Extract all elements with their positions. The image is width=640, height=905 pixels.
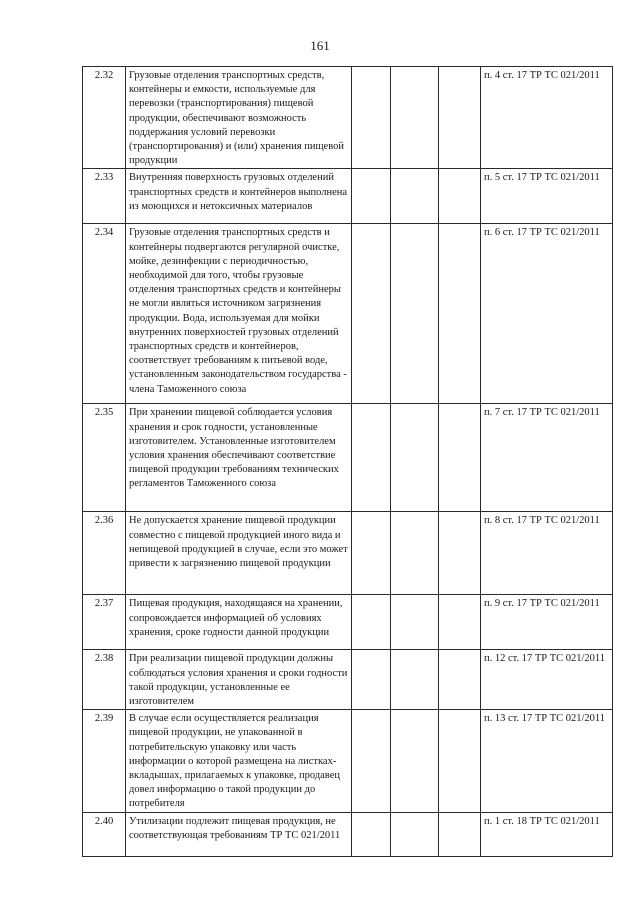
check-cell-no — [391, 812, 439, 856]
check-cell-na — [439, 812, 481, 856]
check-cell-no — [391, 710, 439, 812]
reference-text: п. 4 ст. 17 ТР ТС 021/2011 — [484, 70, 600, 81]
row-number: 2.33 — [83, 169, 126, 224]
row-number: 2.34 — [83, 224, 126, 404]
check-cell-no — [391, 650, 439, 710]
check-cell-no — [391, 595, 439, 650]
reference-text: п. 5 ст. 17 ТР ТС 021/2011 — [484, 172, 600, 184]
table-row — [83, 512, 613, 595]
table-row — [83, 710, 613, 812]
requirement-text: Грузовые отделения транспортных средств, контейнеры и емкости, используемые для перевозки (транспортирования) пищевой продукции, обеспечивают возможность поддержания условий перевозки (транспортирования) и (или) хранения пищевой продукции — [126, 67, 352, 169]
table-row — [83, 595, 613, 650]
row-number: 2.38 — [83, 650, 126, 710]
check-cell-no — [391, 67, 439, 169]
row-number: 2.37 — [83, 595, 126, 650]
check-cell-yes — [352, 404, 391, 512]
check-cell-na — [439, 595, 481, 650]
table-row — [83, 224, 613, 404]
legal-reference — [481, 224, 613, 404]
check-cell-yes — [352, 595, 391, 650]
check-cell-na — [439, 710, 481, 812]
requirement-text: При реализации пищевой продукции должны соблюдаться условия хранения и сроки годности такой продукции, установленные ее изготовителем — [126, 650, 352, 710]
check-cell-no — [391, 169, 439, 224]
requirement-text: В случае если осуществляется реализация пищевой продукции, не упакованной в потребительскую упаковку или часть информации о которой размещена на листках-вкладышах, прилагаемых к упаковке, продавец довел информацию о такой продукции до потребителя — [126, 710, 352, 812]
legal-reference — [481, 812, 613, 856]
requirement-text: Не допускается хранение пищевой продукции совместно с пищевой продукцией иного вида и непищевой продукцией в случае, если это может привести к загрязнению пищевой продукции — [126, 512, 352, 595]
check-cell-yes — [352, 512, 391, 595]
check-cell-na — [439, 169, 481, 224]
row-number: 2.40 — [83, 812, 126, 856]
reference-text: п. 1 ст. 18 ТР ТС 021/2011 — [484, 815, 600, 827]
reference-text: п. 13 ст. 17 ТР ТС 021/2011 — [484, 713, 606, 725]
reference-text: п. 7 ст. 17 ТР ТС 021/2011 — [484, 407, 600, 419]
legal-reference — [481, 404, 613, 512]
table-row — [83, 67, 613, 169]
legal-reference — [481, 169, 613, 224]
check-cell-no — [391, 512, 439, 595]
table-row — [83, 169, 613, 224]
check-cell-yes — [352, 650, 391, 710]
legal-reference — [481, 710, 613, 812]
check-cell-yes — [352, 710, 391, 812]
reference-text: п. 8 ст. 17 ТР ТС 021/2011 — [484, 515, 600, 527]
table-row — [83, 812, 613, 856]
legal-reference — [481, 512, 613, 595]
check-cell-yes — [352, 224, 391, 404]
check-cell-yes — [352, 67, 391, 169]
check-cell-na — [439, 650, 481, 710]
requirements-table — [82, 66, 613, 857]
requirement-text: Пищевая продукция, находящаяся на хранении, сопровождается информацией об условиях хранения, сроке годности данной продукции — [126, 595, 352, 650]
row-number: 2.39 — [83, 710, 126, 812]
table-row — [83, 404, 613, 512]
legal-reference — [481, 595, 613, 650]
check-cell-no — [391, 404, 439, 512]
reference-text: п. 9 ст. 17 ТР ТС 021/2011 — [484, 598, 600, 610]
row-number: 2.32 — [83, 67, 126, 169]
check-cell-no — [391, 224, 439, 404]
check-cell-na — [439, 67, 481, 169]
legal-reference — [481, 650, 613, 710]
legal-reference — [481, 67, 613, 169]
table-row — [83, 650, 613, 710]
check-cell-na — [439, 224, 481, 404]
reference-text: п. 6 ст. 17 ТР ТС 021/2011 — [484, 227, 600, 239]
requirement-text: Внутренняя поверхность грузовых отделений транспортных средств и контейнеров выполнена из моющихся и нетоксичных материалов — [126, 169, 352, 224]
requirement-text: При хранении пищевой соблюдается условия хранения и срок годности, установленные изготовителем. Установленные изготовителем условия хранения обеспечивают соответствие пищевой продукции требованиям технических регламентов Таможенного союза — [126, 404, 352, 512]
requirement-text: Грузовые отделения транспортных средств и контейнеры подвергаются регулярной очистке, мойке, дезинфекции с периодичностью, необходимой для того, чтобы грузовые отделения транспортных средств и контейнеры не могли являться источником загрязнения продукции. Вода, используемая для мойки внутренних поверхностей грузовых отделений транспортных средств и контейнеров, соответствует требованиям к питьевой воде, установленным законодательством государства - члена Таможенного союза — [126, 224, 352, 404]
check-cell-yes — [352, 169, 391, 224]
check-cell-na — [439, 404, 481, 512]
check-cell-na — [439, 512, 481, 595]
row-number: 2.36 — [83, 512, 126, 595]
row-number: 2.35 — [83, 404, 126, 512]
page-number: 161 — [310, 38, 330, 53]
check-cell-yes — [352, 812, 391, 856]
reference-text: п. 12 ст. 17 ТР ТС 021/2011 — [484, 653, 606, 665]
requirement-text: Утилизации подлежит пищевая продукция, не соответствующая требованиям ТР ТС 021/2011 — [126, 812, 352, 856]
